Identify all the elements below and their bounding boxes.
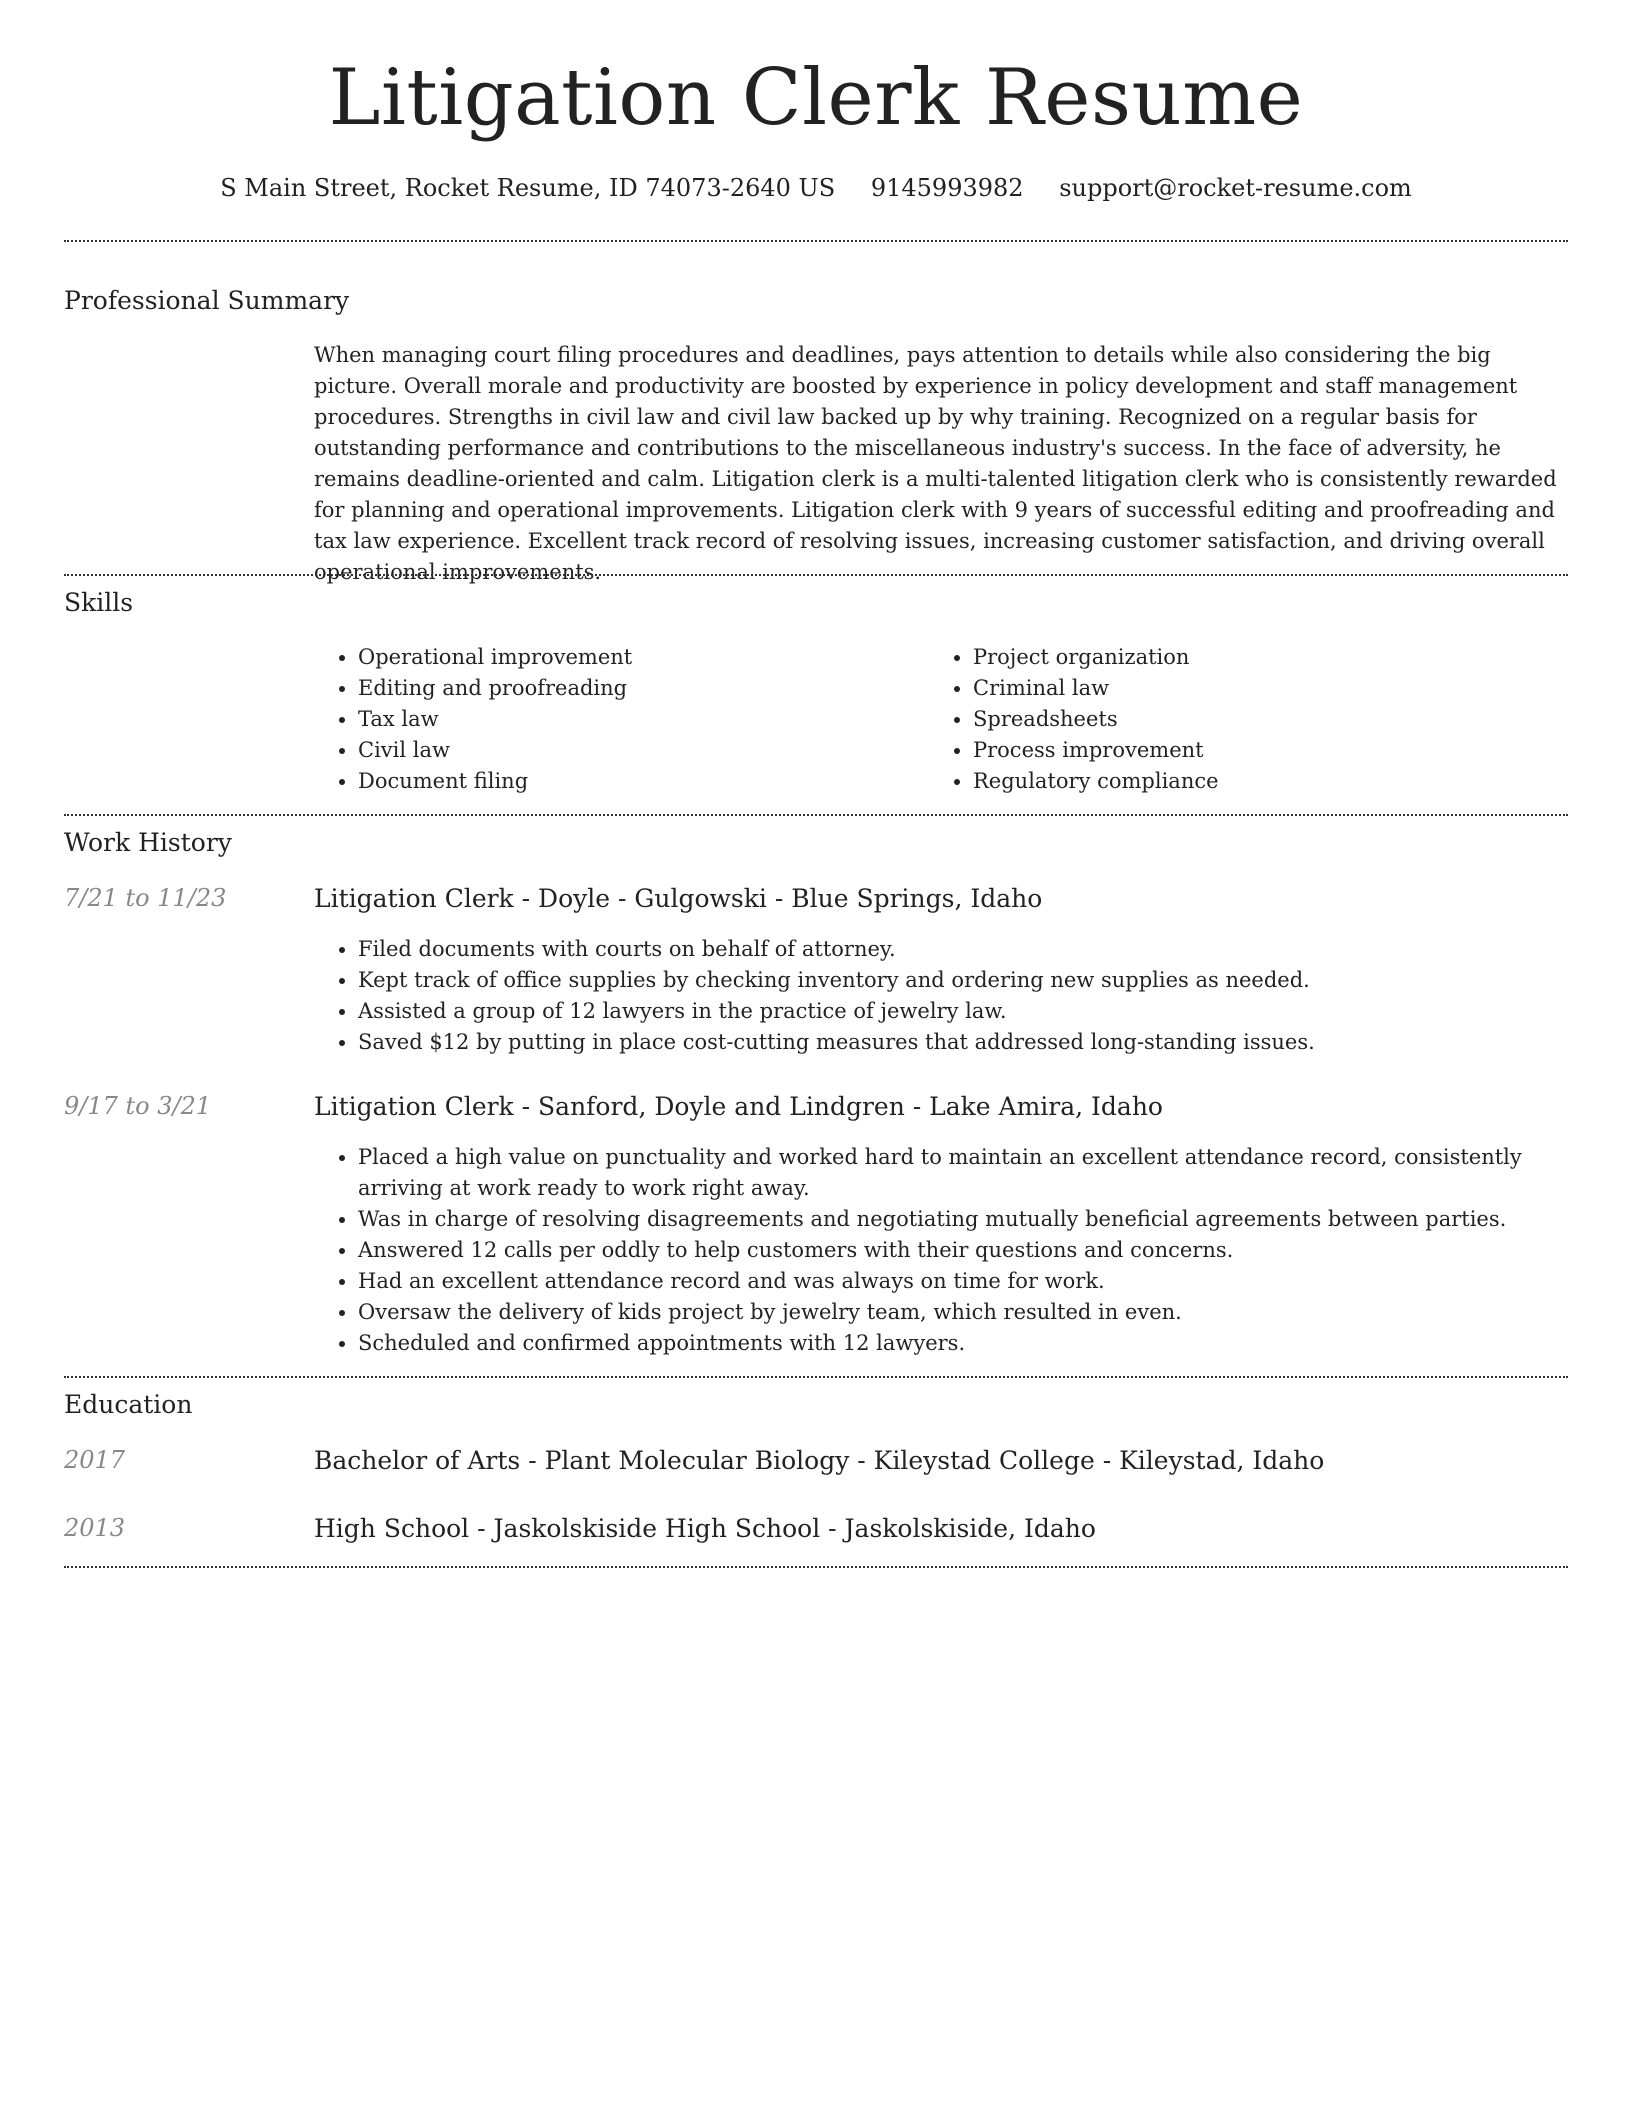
divider [64, 1566, 1568, 1568]
education-title: Bachelor of Arts - Plant Molecular Biology - Kileystad College - Kileystad, Idaho [314, 1446, 1325, 1475]
job-bullet: • Kept track of office supplies by checking inventory and ordering new supplies as needed. [358, 965, 1564, 996]
contact-phone: 9145993982 [870, 174, 1024, 202]
divider [64, 814, 1568, 816]
job-dates: 7/21 to 11/23 [64, 884, 227, 912]
education-year: 2013 [64, 1514, 126, 1542]
skills-list-right [929, 642, 1533, 797]
job-bullet: • Had an excellent attendance record and was always on time for work. [358, 1266, 1564, 1297]
section-heading-education: Education [64, 1390, 193, 1419]
job-bullet: • Was in charge of resolving disagreements and negotiating mutually beneficial agreements between parties. [358, 1204, 1564, 1235]
skill-item: • Criminal law [973, 673, 1533, 704]
section-heading-summary: Professional Summary [64, 286, 350, 315]
skill-item: • Document filing [358, 766, 918, 797]
divider [64, 240, 1568, 242]
resume-title: Litigation Clerk Resume [328, 53, 1304, 143]
section-heading-work: Work History [64, 828, 232, 857]
summary-text: When managing court filing procedures and deadlines, pays attention to details while also considering the big picture. Overall morale and productivity are boosted by experience in policy development and staff management procedures. Strengths in civil law and civil law backed up by why training. Recognized on a regular basis for outstanding performance and contributions to the miscellaneous industry's success. In the face of adversity, he remains deadline-oriented and calm. Litigation clerk is a multi-talented litigation clerk who is consistently rewarded for planning and operational improvements. Litigation clerk with 9 years of successful editing and proofreading and tax law experience. Excellent track record of resolving issues, increasing customer satisfaction, and driving overall operational improvements. [314, 343, 1557, 584]
job-dates: 9/17 to 3/21 [64, 1092, 212, 1120]
job-bullets [314, 1142, 1564, 1359]
education-title: High School - Jaskolskiside High School - Jaskolskiside, Idaho [314, 1514, 1096, 1543]
job-bullet: • Saved $12 by putting in place cost-cutting measures that addressed long-standing issues. [358, 1027, 1564, 1058]
skills-list-left [314, 642, 918, 797]
skill-item: • Operational improvement [358, 642, 918, 673]
skill-item: • Project organization [973, 642, 1533, 673]
skill-item: • Spreadsheets [973, 704, 1533, 735]
job-bullet: • Answered 12 calls per oddly to help customers with their questions and concerns. [358, 1235, 1564, 1266]
skill-item: • Process improvement [973, 735, 1533, 766]
skill-item: • Regulatory compliance [973, 766, 1533, 797]
skill-item: • Editing and proofreading [358, 673, 918, 704]
contact-address: S Main Street, Rocket Resume, ID 74073-2640 US [220, 174, 836, 202]
contact-line [64, 170, 1568, 206]
contact-email: support@rocket-resume.com [1059, 174, 1412, 202]
job-bullet: • Placed a high value on punctuality and worked hard to maintain an excellent attendance record, consistently arriving at work ready to work right away. [358, 1142, 1564, 1204]
divider [64, 574, 1568, 576]
job-bullet: • Oversaw the delivery of kids project by jewelry team, which resulted in even. [358, 1297, 1564, 1328]
divider [64, 1376, 1568, 1378]
job-bullet: • Assisted a group of 12 lawyers in the practice of jewelry law. [358, 996, 1564, 1027]
skill-item: • Civil law [358, 735, 918, 766]
education-year: 2017 [64, 1446, 126, 1474]
job-bullet: • Filed documents with courts on behalf of attorney. [358, 934, 1564, 965]
job-bullet: • Scheduled and confirmed appointments with 12 lawyers. [358, 1328, 1564, 1359]
section-heading-skills: Skills [64, 588, 134, 617]
job-title: Litigation Clerk - Sanford, Doyle and Lindgren - Lake Amira, Idaho [314, 1092, 1163, 1121]
skill-item: • Tax law [358, 704, 918, 735]
job-bullets [314, 934, 1564, 1058]
job-title: Litigation Clerk - Doyle - Gulgowski - Blue Springs, Idaho [314, 884, 1043, 913]
